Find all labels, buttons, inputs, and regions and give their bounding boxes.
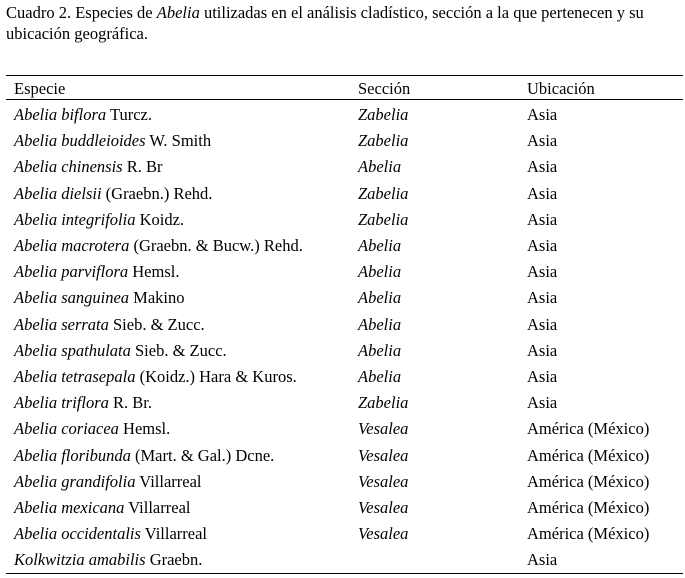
table-header-row [6, 77, 683, 100]
species-authority: Sieb. & Zucc. [108, 314, 205, 334]
cell-location: Asia [527, 550, 558, 570]
species-authority: Sieb. & Zucc. [130, 340, 227, 360]
table-row [6, 469, 683, 495]
cell-species [6, 338, 350, 364]
table-row [6, 128, 683, 154]
cell-species [6, 207, 350, 233]
species-authority: (Graebn. & Bucw.) Rehd. [129, 236, 303, 256]
species-authority: (Graebn.) Rehd. [101, 183, 213, 203]
cell-section: Vesalea [358, 471, 409, 491]
species-name: Abelia floribunda [14, 445, 131, 465]
species-name: Abelia occidentalis [14, 524, 141, 544]
cell-section: Abelia [358, 340, 402, 360]
table-top-rule [6, 75, 683, 76]
table-row [6, 233, 683, 259]
cell-section: Abelia [358, 262, 402, 282]
header-section: Sección [358, 79, 411, 98]
cell-section: Vesalea [358, 445, 409, 465]
species-name: Abelia spathulata [14, 340, 131, 360]
species-name: Abelia chinensis [14, 157, 123, 177]
cell-location: Asia [527, 105, 558, 125]
table-row [6, 312, 683, 338]
species-table [6, 77, 683, 573]
species-name: Abelia serrata [14, 314, 109, 334]
cell-species [6, 469, 350, 495]
cell-species [6, 154, 350, 180]
cell-species [6, 233, 350, 259]
cell-species [6, 128, 350, 154]
cell-species [6, 100, 350, 128]
cell-section: Vesalea [358, 497, 409, 517]
cell-location: Asia [527, 262, 558, 282]
species-name: Abelia grandifolia [14, 471, 136, 491]
cell-location: Asia [527, 314, 558, 334]
species-name: Abelia parviflora [14, 262, 129, 282]
species-authority: Hemsl. [128, 262, 180, 282]
table-row [6, 547, 683, 573]
cell-section: Abelia [358, 288, 402, 308]
cell-species [6, 285, 350, 311]
species-name: Abelia buddleioides [14, 131, 146, 151]
cell-section: Zabelia [358, 131, 409, 151]
cell-location: Asia [527, 393, 558, 413]
cell-section: Zabelia [358, 105, 409, 125]
header-species: Especie [14, 79, 66, 98]
species-name: Kolkwitzia amabilis [14, 550, 146, 570]
species-authority: R. Br [122, 157, 163, 177]
species-authority: Graebn. [145, 550, 203, 570]
table-row [6, 285, 683, 311]
species-name: Abelia biflora [14, 105, 107, 125]
cell-location: América (México) [527, 524, 650, 544]
table-row [6, 259, 683, 285]
cell-location: América (México) [527, 419, 650, 439]
table-caption [6, 2, 682, 44]
cell-location: Asia [527, 236, 558, 256]
species-name: Abelia coriacea [14, 419, 119, 439]
table-row [6, 100, 683, 128]
table-row [6, 364, 683, 390]
cell-species [6, 364, 350, 390]
cell-species [6, 442, 350, 468]
species-authority: Turcz. [106, 105, 152, 125]
table-row [6, 495, 683, 521]
species-authority: Villarreal [140, 524, 207, 544]
header-location: Ubicación [527, 79, 595, 98]
cell-species [6, 312, 350, 338]
species-authority: W. Smith [145, 131, 212, 151]
cell-location: Asia [527, 209, 558, 229]
cell-location: Asia [527, 288, 558, 308]
species-name: Abelia triflora [14, 393, 109, 413]
species-authority: Makino [129, 288, 185, 308]
cell-section: Vesalea [358, 419, 409, 439]
species-authority: R. Br. [108, 393, 152, 413]
table-row [6, 442, 683, 468]
species-name: Abelia integrifolia [14, 209, 136, 229]
table-row [6, 207, 683, 233]
cell-section: Abelia [358, 157, 402, 177]
species-authority: Koidz. [135, 209, 185, 229]
table-row [6, 390, 683, 416]
species-authority: (Mart. & Gal.) Dcne. [130, 445, 275, 465]
cell-section: Zabelia [358, 183, 409, 203]
species-authority: Villarreal [135, 471, 202, 491]
cell-section: Zabelia [358, 209, 409, 229]
table-body [6, 100, 683, 573]
cell-location: Asia [527, 183, 558, 203]
species-name: Abelia tetrasepala [14, 366, 136, 386]
cell-location: Asia [527, 366, 558, 386]
cell-species [6, 390, 350, 416]
cell-species [6, 416, 350, 442]
cell-section: Vesalea [358, 524, 409, 544]
cell-location: Asia [527, 131, 558, 151]
table-row [6, 154, 683, 180]
species-name: Abelia sanguinea [14, 288, 130, 308]
cell-species [6, 547, 350, 573]
cell-species [6, 521, 350, 547]
cell-location: América (México) [527, 471, 650, 491]
cell-species [6, 259, 350, 285]
table-row [6, 181, 683, 207]
cell-species [6, 181, 350, 207]
cell-species [6, 495, 350, 521]
cell-location: Asia [527, 340, 558, 360]
cell-location: Asia [527, 157, 558, 177]
caption-prefix: Cuadro 2. Especies de [6, 3, 157, 22]
species-authority: Hemsl. [118, 419, 171, 439]
species-authority: (Koidz.) Hara & Kuros. [135, 366, 297, 386]
species-name: Abelia mexicana [14, 497, 125, 517]
species-name: Abelia dielsii [14, 183, 102, 203]
caption-suffix: utilizadas en el análisis cladístico, sección a la que pertenecen y su ubicación geográfica. [6, 3, 644, 43]
cell-section: Abelia [358, 236, 402, 256]
cell-location: América (México) [527, 497, 650, 517]
cell-section: Zabelia [358, 393, 409, 413]
caption-genus: Abelia [156, 3, 200, 22]
table-row [6, 338, 683, 364]
cell-section [350, 547, 519, 573]
species-authority: Villarreal [124, 497, 191, 517]
species-name: Abelia macrotera [14, 236, 130, 256]
cell-section: Abelia [358, 366, 402, 386]
cell-section: Abelia [358, 314, 402, 334]
table-row [6, 416, 683, 442]
table-row [6, 521, 683, 547]
cell-location: América (México) [527, 445, 650, 465]
